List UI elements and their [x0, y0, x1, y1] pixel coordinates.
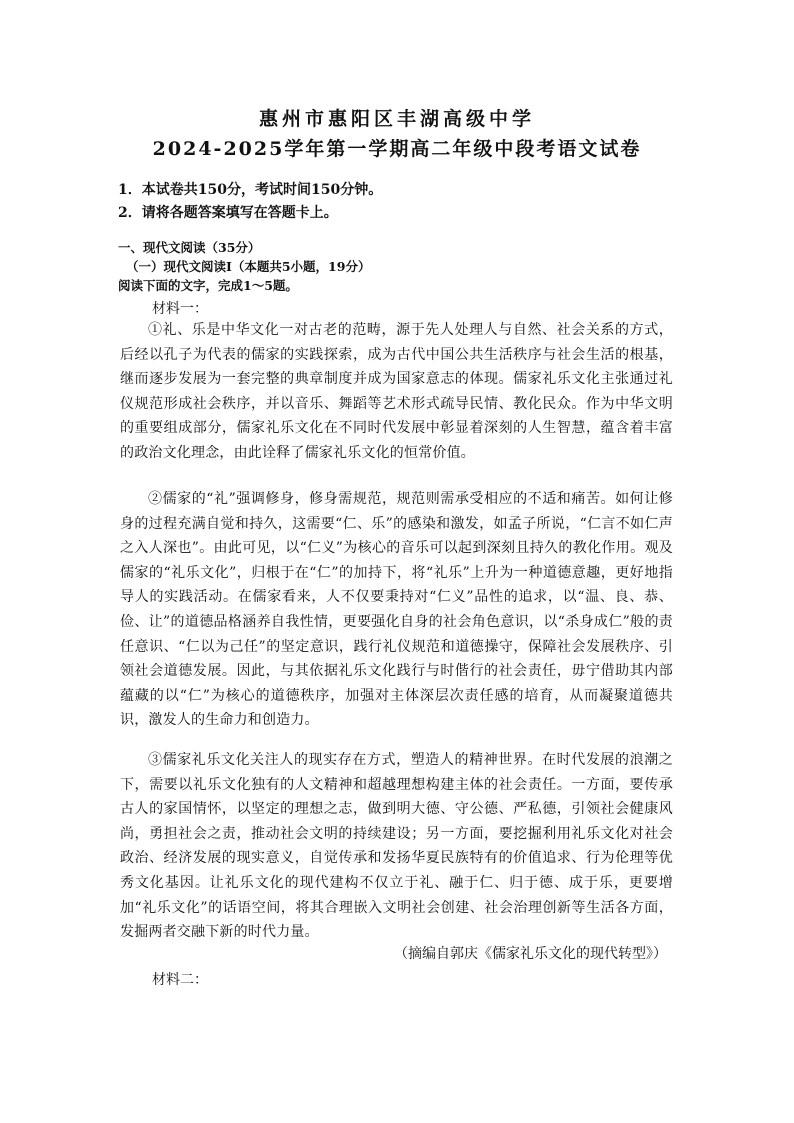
reading-instruction: 阅读下面的文字，完成1～5题。: [118, 278, 298, 293]
source-citation: （摘编自郭庆《儒家礼乐文化的现代转型》）: [394, 946, 667, 962]
paragraph-2: ②儒家的“礼”强调修身，修身需规范，规范则需承受相应的不适和痛苦。如何让修身的过程充满自觉和持久，这需要“仁、乐”的感染和激发，如孟子所说，“仁言不如仁声之入人深也”。由此可见，以“仁义”为核心的音乐可以起到深刻且持久的教化作用。观及儒家的“礼乐文化”，归根于在“仁”的加持下，将“礼乐”上升为一种道德意趣，更好地指导人的实践活动。在儒家看来，人不仅要秉持对“仁义”品性的追求，以“温、良、恭、俭、让”的道德品格涵养自我性情，更要强化自身的社会角色意识，以“杀身成仁”般的责任意识、“仁以为己任”的坚定意识，践行礼仪规范和道德操守，保障社会发展秩序、引领社会道德发展。因此，与其依据礼乐文化践行与时偕行的社会责任，毋宁借助其内部蕴藏的以“仁”为核心的道德秩序，加强对主体深层次责任感的培育，从而凝聚道德共识，激发人的生命力和创造力。: [120, 491, 673, 729]
exam-title: 2024-2025学年第一学期高二年级中段考语文试卷: [152, 138, 642, 160]
note-1: 1．本试卷共150分，考试时间150分钟。: [118, 182, 383, 198]
note-2: 2．请将各题答案填写在答题卡上。: [118, 205, 338, 221]
material-1-label: 材料一：: [152, 301, 208, 317]
school-title: 惠州市惠阳区丰湖高级中学: [258, 108, 535, 130]
section-heading: 一、现代文阅读（35分）: [118, 240, 261, 255]
paragraph-1: ①礼、乐是中华文化一对古老的范畴，源于先人处理人与自然、社会关系的方式，后经以孔子为代表的儒家的实践探索，成为古代中国公共生活秩序与社会生活的根基，继而逐步发展为一套完整的典章制度并成为国家意志的体现。儒家礼乐文化主张通过礼仪规范形成社会秩序，并以音乐、舞蹈等艺术形式疏导民情、教化民众。作为中华文明的重要组成部分，儒家礼乐文化在不同时代发展中彰显着深刻的人生智慧，蕴含着丰富的政治文化理念，由此诠释了儒家礼乐文化的恒常价值。: [120, 322, 673, 461]
material-2-label: 材料二：: [152, 972, 208, 988]
paragraph-3: ③儒家礼乐文化关注人的现实存在方式，塑造人的精神世界。在时代发展的浪潮之下，需要以礼乐文化独有的人文精神和超越理想构建主体的社会责任。一方面，要传承古人的家国情怀，以坚定的理想之志，做到明大德、守公德、严私德，引领社会健康风尚，勇担社会之责，推动社会文明的持续建设；另一方面，要挖掘利用礼乐文化对社会政治、经济发展的现实意义，自觉传承和发扬华夏民族特有的价值追求、行为伦理等优秀文化基因。让礼乐文化的现代建构不仅立于礼、融于仁、归于德、成于乐，更要增加“礼乐文化”的话语空间，将其合理嵌入文明社会创建、社会治理创新等生活各方面，发掘两者交融下新的时代力量。: [120, 752, 673, 941]
subsection-heading: （一）现代文阅读I（本题共5小题，19分）: [126, 259, 371, 274]
